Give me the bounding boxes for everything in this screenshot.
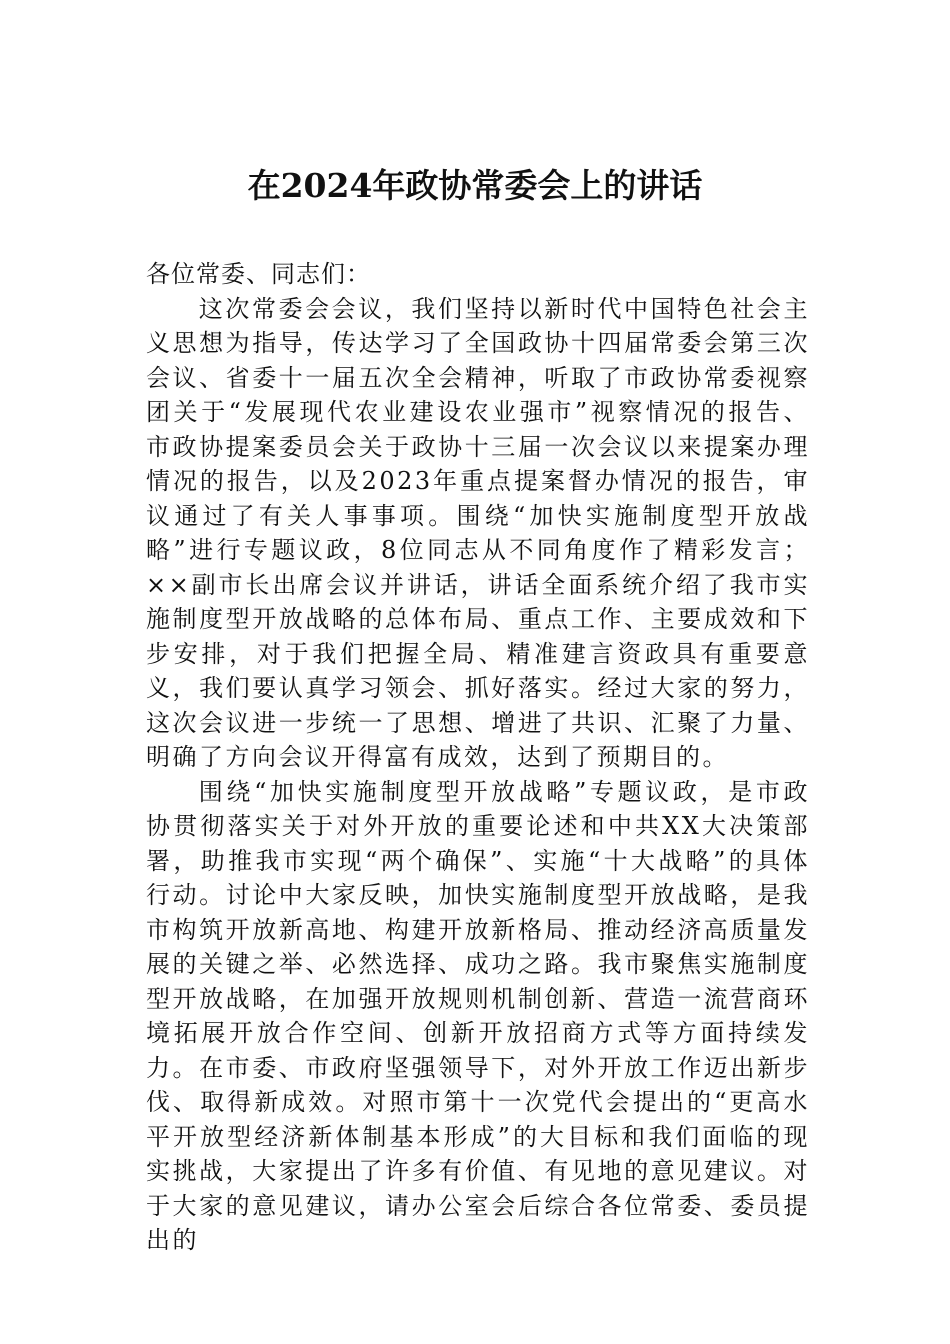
document-title: 在2024年政协常委会上的讲话 (247, 166, 703, 205)
salutation: 各位常委、同志们： (146, 260, 371, 288)
paragraph-1: 这次常委会会议，我们坚持以新时代中国特色社会主义思想为指导，传达学习了全国政协十四届常委会第三次会议、省委十一届五次全会精神，听取了市政协常委视察团关于“发展现代农业建设农业强市”视察情况的报告、市政协提案委员会关于政协十三届一次会议以来提案办理情况的报告，以及2023年重点提案督办情况的报告，审议通过了有关人事事项。围绕“加快实施制度型开放战略”进行专题议政，8位同志从不同角度作了精彩发言；××副市长出席会议并讲话，讲话全面系统介绍了我市实施制度型开放战略的总体布局、重点工作、主要成效和下步安排，对于我们把握全局、精准建言资政具有重要意义，我们要认真学习领会、抓好落实。经过大家的努力，这次会议进一步统一了思想、增进了共识、汇聚了力量、明确了方向会议开得富有成效，达到了预期目的。 (146, 294, 810, 771)
paragraph-2: 围绕“加快实施制度型开放战略”专题议政，是市政协贯彻落实关于对外开放的重要论述和中共XX大决策部署，助推我市实现“两个确保”、实施“十大战略”的具体行动。讨论中大家反映，加快实施制度型开放战略，是我市构筑开放新高地、构建开放新格局、推动经济高质量发展的关键之举、必然选择、成功之路。我市聚焦实施制度型开放战略，在加强开放规则机制创新、营造一流营商环境拓展开放合作空间、创新开放招商方式等方面持续发力。在市委、市政府坚强领导下，对外开放工作迈出新步伐、取得新成效。对照市第十一次党代会提出的“更高水平开放型经济新体制基本形成”的大目标和我们面临的现实挑战，大家提出了许多有价值、有见地的意见建议。对于大家的意见建议，请办公室会后综合各位常委、委员提出的 (146, 777, 810, 1254)
document-body (146, 257, 810, 1258)
